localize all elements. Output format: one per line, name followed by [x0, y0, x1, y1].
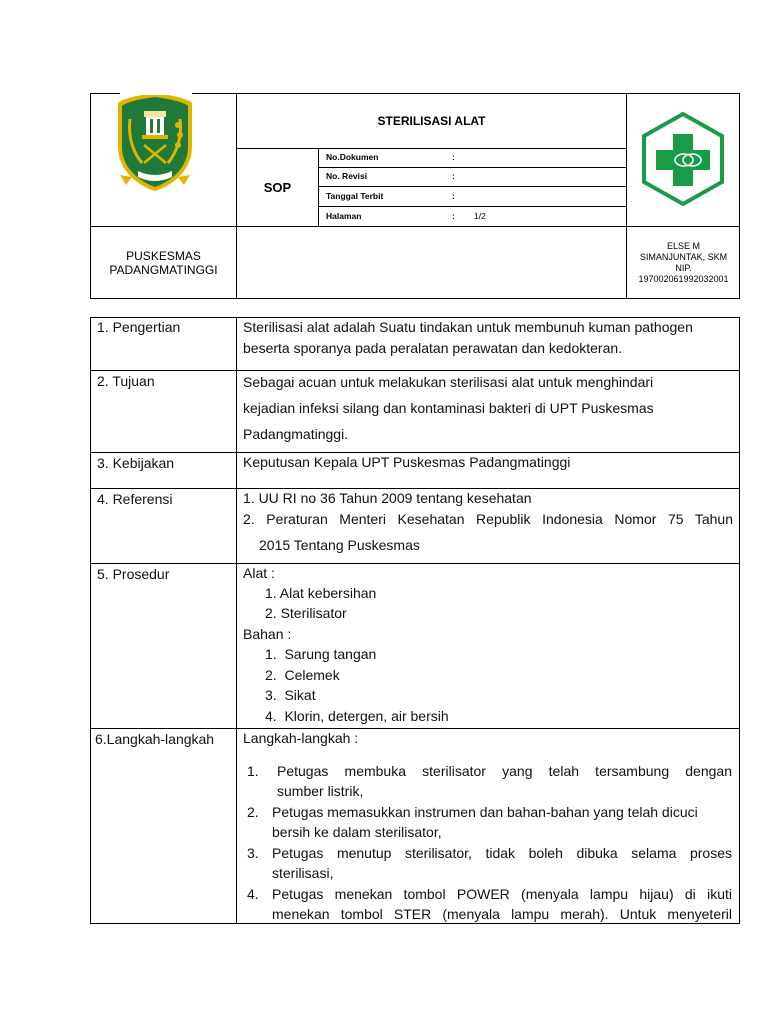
doc-row-label: Tanggal Terbit: [326, 191, 384, 201]
section-text: Sterilisasi alat adalah Suatu tindakan untuk membunuh kuman pathogen: [243, 319, 693, 335]
organization-line: PADANGMATINGGI: [109, 263, 218, 277]
doc-row-colon: :: [452, 152, 455, 162]
list-item: 4. Klorin, detergen, air bersih: [265, 708, 449, 724]
doc-row-page: [0, 211, 626, 223]
header-divider: [318, 167, 626, 168]
doc-row-colon: :: [452, 191, 455, 201]
section-label: 4. Referensi: [97, 491, 173, 507]
signatory-nip: 197002061992032001: [638, 274, 729, 284]
table-row-divider: [90, 370, 740, 371]
step-number: 4.: [247, 886, 259, 902]
step-text: Petugas menekan tombol POWER (menyala lampu hijau) di ikuti: [272, 886, 732, 902]
section-text: Padangmatinggi.: [243, 426, 349, 442]
step-text: Petugas membuka sterilisator yang telah tersambung dengan: [277, 763, 732, 779]
sop-label: SOP: [263, 180, 292, 195]
organization-name: [91, 227, 236, 299]
list-item: 2. Sterilisator: [265, 605, 347, 621]
section-label: 2. Tujuan: [97, 373, 155, 389]
signatory-line: SIMANJUNTAK, SKM: [639, 252, 728, 262]
section-label: 1. Pengertian: [97, 319, 181, 335]
table-row-divider: [90, 563, 740, 564]
logo-notch: [120, 92, 192, 95]
signatory-line: NIP.: [675, 263, 692, 273]
reference-item: 2. Peraturan Menteri Kesehatan Republik Indonesia Nomor 75 Tahun: [243, 511, 733, 527]
doc-row-revision: [0, 171, 626, 183]
section-label: 5. Prosedur: [97, 566, 170, 582]
step-number: 1.: [247, 763, 259, 779]
doc-row-colon: :: [452, 171, 455, 181]
document-title: STERILISASI ALAT: [377, 114, 486, 128]
doc-row-label: No.Dokumen: [326, 152, 379, 162]
section-text: beserta sporanya pada peralatan perawatan dan kedokteran.: [243, 340, 623, 356]
doc-row-value: 1/2: [474, 211, 486, 221]
signatory-line: ELSE M: [666, 241, 700, 251]
list-item: 2. Celemek: [265, 667, 340, 683]
list-heading: Langkah-langkah :: [243, 730, 359, 746]
doc-row-colon: :: [452, 211, 455, 221]
header-divider: [318, 186, 626, 187]
organization-line: PUSKESMAS: [126, 249, 201, 263]
section-text: Sebagai acuan untuk melakukan sterilisasi alat untuk menghindari: [243, 374, 654, 390]
table-row-divider: [90, 728, 740, 729]
step-text: sterilisasi,: [272, 865, 334, 881]
step-text: bersih ke dalam sterilisator,: [272, 824, 442, 840]
section-label: 3. Kebijakan: [97, 455, 175, 471]
step-text: Petugas memasukkan instrumen dan bahan-bahan yang telah dicuci: [272, 804, 698, 820]
table-column-divider: [236, 317, 237, 924]
section-label: 6.Langkah-langkah: [95, 731, 215, 747]
header-divider: [318, 206, 626, 207]
step-text: Petugas menutup sterilisator, tidak boleh dibuka selama proses: [272, 845, 732, 861]
doc-row-number: [0, 152, 626, 164]
reference-item: 2015 Tentang Puskesmas: [259, 537, 420, 553]
list-item: 1. Alat kebersihan: [265, 585, 377, 601]
doc-row-label: Halaman: [326, 211, 362, 221]
doc-row-label: No. Revisi: [326, 171, 368, 181]
signatory-block: [627, 227, 740, 299]
step-text: sumber listrik,: [277, 783, 364, 799]
section-text: kejadian infeksi silang dan kontaminasi bakteri di UPT Puskesmas: [243, 400, 654, 416]
step-text: menekan tombol STER (menyala lampu merah). Untuk menyeteril: [272, 906, 732, 922]
step-number: 2.: [247, 804, 259, 820]
step-number: 3.: [247, 845, 259, 861]
list-item: 1. Sarung tangan: [265, 646, 377, 662]
list-heading: Bahan :: [243, 626, 292, 642]
list-heading: Alat :: [243, 565, 275, 581]
list-item: 3. Sikat: [265, 687, 316, 703]
reference-item: 1. UU RI no 36 Tahun 2009 tentang kesehatan: [243, 490, 532, 506]
doc-row-date: [0, 191, 626, 203]
section-text: Keputusan Kepala UPT Puskesmas Padangmatinggi: [243, 454, 571, 470]
puskesmas-cross-logo: [640, 112, 726, 208]
